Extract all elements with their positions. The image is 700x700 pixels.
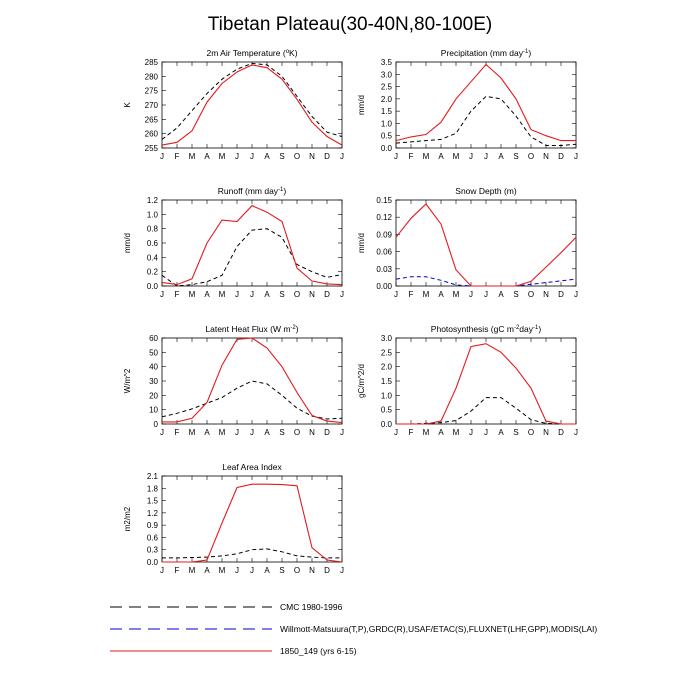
- x-tick-label: M: [218, 152, 226, 161]
- y-tick-label: 0.12: [376, 213, 392, 223]
- y-tick-label: 2.0: [380, 94, 392, 104]
- y-tick-label: 3.0: [380, 334, 392, 343]
- y-tick-label: 260: [144, 129, 158, 139]
- x-tick-label: S: [513, 290, 519, 299]
- panel-5: [123, 324, 344, 437]
- x-tick-label: J: [394, 290, 398, 299]
- y-axis-label: mm/d: [123, 233, 132, 253]
- y-axis-label: K: [123, 102, 132, 108]
- y-tick-label: 0.6: [146, 239, 158, 248]
- y-tick-label: 3.5: [380, 58, 392, 67]
- legend-label: CMC 1980-1996: [280, 602, 343, 612]
- x-tick-label: F: [408, 428, 414, 437]
- x-tick-label: A: [204, 428, 210, 437]
- x-tick-label: M: [422, 290, 430, 299]
- x-tick-label: D: [558, 290, 564, 299]
- x-tick-label: N: [309, 566, 315, 575]
- x-tick-label: M: [188, 566, 196, 575]
- y-tick-label: 0.0: [146, 282, 158, 291]
- y-tick-label: 0.0: [380, 144, 392, 153]
- x-tick-label: J: [340, 290, 344, 299]
- x-tick-label: J: [340, 566, 344, 575]
- x-tick-label: M: [422, 152, 430, 161]
- panel-title: Snow Depth (m): [455, 186, 517, 196]
- x-tick-label: J: [250, 152, 254, 161]
- x-tick-label: J: [250, 290, 254, 299]
- x-tick-label: M: [452, 290, 460, 299]
- x-tick-label: A: [438, 152, 444, 161]
- panel-1: [123, 48, 344, 161]
- y-tick-label: 0.3: [146, 545, 158, 555]
- x-tick-label: F: [174, 290, 180, 299]
- y-tick-label: 0.06: [376, 247, 392, 257]
- x-tick-label: D: [324, 428, 330, 437]
- x-tick-label: M: [218, 566, 226, 575]
- y-tick-label: 0.5: [380, 131, 392, 141]
- y-axis-label: mm/d: [357, 233, 366, 253]
- x-tick-label: J: [469, 152, 473, 161]
- y-axis-label: m2/m2: [123, 506, 132, 532]
- y-tick-label: 0.15: [376, 196, 392, 205]
- x-tick-label: M: [452, 428, 460, 437]
- x-tick-label: J: [160, 290, 164, 299]
- panel-title: 2m Air Temperature ($^o$K): [206, 48, 298, 58]
- x-tick-label: D: [558, 428, 564, 437]
- series-line-cmc: [162, 229, 342, 286]
- y-tick-label: 2.5: [380, 82, 392, 92]
- x-tick-label: N: [543, 428, 549, 437]
- x-tick-label: F: [408, 152, 414, 161]
- x-tick-label: S: [279, 428, 285, 437]
- y-tick-label: 0.8: [146, 224, 158, 234]
- x-tick-label: O: [293, 290, 301, 299]
- y-tick-label: 3.0: [380, 70, 392, 80]
- x-tick-label: A: [204, 566, 210, 575]
- plot-frame: [162, 62, 342, 148]
- x-tick-label: A: [438, 290, 444, 299]
- x-tick-label: J: [469, 428, 473, 437]
- x-tick-label: J: [160, 566, 164, 575]
- y-tick-label: 10: [149, 405, 158, 415]
- panel-2: [357, 48, 578, 161]
- y-tick-label: 0: [153, 420, 158, 429]
- legend: [110, 602, 597, 656]
- x-tick-label: J: [250, 428, 254, 437]
- x-tick-label: O: [293, 152, 301, 161]
- x-tick-label: O: [527, 290, 535, 299]
- x-tick-label: O: [527, 152, 535, 161]
- series-line-cmc: [162, 63, 342, 139]
- x-tick-label: D: [324, 566, 330, 575]
- x-tick-label: O: [527, 428, 535, 437]
- x-tick-label: A: [438, 428, 444, 437]
- y-tick-label: 0.0: [146, 558, 158, 567]
- x-tick-label: J: [574, 152, 578, 161]
- x-tick-label: J: [484, 428, 488, 437]
- series-line-model: [396, 65, 576, 141]
- x-tick-label: N: [309, 428, 315, 437]
- x-tick-label: J: [340, 428, 344, 437]
- y-tick-label: 1.5: [380, 377, 392, 386]
- x-tick-label: J: [394, 428, 398, 437]
- legend-label: Willmott-Matsuura(T,P),GRDC(R),USAF/ETAC(S),FLUXNET(LHF,GPP),MODIS(LAI): [280, 624, 598, 634]
- x-tick-label: J: [574, 290, 578, 299]
- y-axis-label: mm/d: [357, 95, 366, 115]
- plot-frame: [162, 476, 342, 562]
- series-line-model: [162, 484, 342, 562]
- x-tick-label: J: [250, 566, 254, 575]
- y-tick-label: 0.2: [146, 267, 158, 277]
- series-line-cmc: [162, 381, 342, 419]
- panel-title: Latent Heat Flux (W $m^{-2}$): [205, 324, 299, 334]
- x-tick-label: A: [264, 428, 270, 437]
- x-tick-label: M: [188, 290, 196, 299]
- y-tick-label: 0.03: [376, 264, 392, 274]
- series-line-cmc: [396, 96, 576, 145]
- y-tick-label: 30: [149, 377, 158, 386]
- x-tick-label: N: [309, 152, 315, 161]
- y-tick-label: 2.0: [380, 362, 392, 372]
- series-line-model: [162, 338, 342, 423]
- x-tick-label: N: [309, 290, 315, 299]
- x-tick-label: N: [543, 152, 549, 161]
- x-tick-label: A: [498, 290, 504, 299]
- x-tick-label: J: [484, 290, 488, 299]
- y-tick-label: 0.6: [146, 533, 158, 543]
- y-tick-label: 2.5: [380, 348, 392, 358]
- x-tick-label: J: [574, 428, 578, 437]
- y-tick-label: 275: [144, 86, 158, 96]
- legend-label: 1850_149 (yrs 6-15): [280, 646, 357, 656]
- x-tick-label: A: [204, 152, 210, 161]
- y-tick-label: 0.5: [380, 405, 392, 415]
- x-tick-label: M: [452, 152, 460, 161]
- y-axis-label: gC/m^2/d: [357, 364, 366, 398]
- x-tick-label: S: [513, 428, 519, 437]
- x-tick-label: J: [235, 290, 239, 299]
- y-tick-label: 1.5: [146, 496, 158, 506]
- y-tick-label: 265: [144, 115, 158, 125]
- panel-title: Runoff (mm day$^{-1}$): [217, 186, 287, 196]
- y-tick-label: 0.9: [146, 521, 158, 531]
- x-tick-label: J: [235, 566, 239, 575]
- x-tick-label: J: [340, 152, 344, 161]
- y-tick-label: 2.1: [146, 472, 158, 481]
- x-tick-label: A: [264, 566, 270, 575]
- y-tick-label: 0.00: [376, 282, 392, 291]
- x-tick-label: D: [324, 290, 330, 299]
- y-tick-label: 1.0: [380, 119, 392, 129]
- y-tick-label: 20: [149, 391, 158, 401]
- x-tick-label: M: [218, 428, 226, 437]
- y-tick-label: 255: [144, 144, 158, 153]
- x-tick-label: S: [513, 152, 519, 161]
- y-tick-label: 270: [144, 101, 158, 110]
- x-tick-label: A: [264, 152, 270, 161]
- panel-title: Leaf Area Index: [222, 462, 282, 472]
- panel-title: Photosynthesis (gC $m^{-2}day^{-1}$): [430, 324, 542, 334]
- x-tick-label: F: [174, 566, 180, 575]
- plot-frame: [396, 200, 576, 286]
- x-tick-label: A: [204, 290, 210, 299]
- panel-3: [123, 186, 344, 299]
- x-tick-label: F: [174, 428, 180, 437]
- x-tick-label: J: [160, 152, 164, 161]
- x-tick-label: N: [543, 290, 549, 299]
- x-tick-label: J: [235, 152, 239, 161]
- main-title: Tibetan Plateau(30-40N,80-100E): [207, 14, 493, 35]
- y-tick-label: 40: [149, 362, 158, 372]
- y-tick-label: 0.09: [376, 230, 392, 240]
- panels: [123, 48, 578, 575]
- y-axis-label: W/m^2: [123, 368, 132, 394]
- y-tick-label: 1.2: [146, 196, 158, 205]
- series-line-model: [162, 206, 342, 285]
- x-tick-label: D: [324, 152, 330, 161]
- panel-4: [357, 186, 578, 299]
- y-tick-label: 1.0: [146, 210, 158, 220]
- x-tick-label: J: [469, 290, 473, 299]
- series-line-model: [162, 65, 342, 145]
- x-tick-label: O: [293, 566, 301, 575]
- panel-title: Precipitation (mm day$^{-1}$): [440, 48, 532, 58]
- x-tick-label: J: [235, 428, 239, 437]
- x-tick-label: F: [174, 152, 180, 161]
- x-tick-label: M: [188, 152, 196, 161]
- x-tick-label: J: [160, 428, 164, 437]
- x-tick-label: J: [484, 152, 488, 161]
- x-tick-label: J: [394, 152, 398, 161]
- series-line-model: [396, 344, 576, 424]
- panel-7: [123, 462, 344, 575]
- plot-frame: [162, 338, 342, 424]
- x-tick-label: O: [293, 428, 301, 437]
- y-tick-label: 0.0: [380, 420, 392, 429]
- y-tick-label: 1.8: [146, 484, 158, 494]
- x-tick-label: S: [279, 152, 285, 161]
- x-tick-label: S: [279, 566, 285, 575]
- y-tick-label: 285: [144, 58, 158, 67]
- y-tick-label: 1.0: [380, 391, 392, 401]
- plot-frame: [396, 338, 576, 424]
- series-line-model: [396, 204, 576, 286]
- x-tick-label: M: [188, 428, 196, 437]
- x-tick-label: A: [498, 428, 504, 437]
- y-tick-label: 1.2: [146, 508, 158, 518]
- x-tick-label: M: [422, 428, 430, 437]
- y-tick-label: 0.4: [146, 253, 158, 263]
- y-tick-label: 280: [144, 72, 158, 82]
- x-tick-label: A: [498, 152, 504, 161]
- x-tick-label: D: [558, 152, 564, 161]
- x-tick-label: F: [408, 290, 414, 299]
- y-tick-label: 1.5: [380, 107, 392, 117]
- x-tick-label: M: [218, 290, 226, 299]
- panel-6: [357, 324, 578, 437]
- y-tick-label: 60: [149, 334, 158, 343]
- x-tick-label: A: [264, 290, 270, 299]
- y-tick-label: 50: [149, 348, 158, 358]
- x-tick-label: S: [279, 290, 285, 299]
